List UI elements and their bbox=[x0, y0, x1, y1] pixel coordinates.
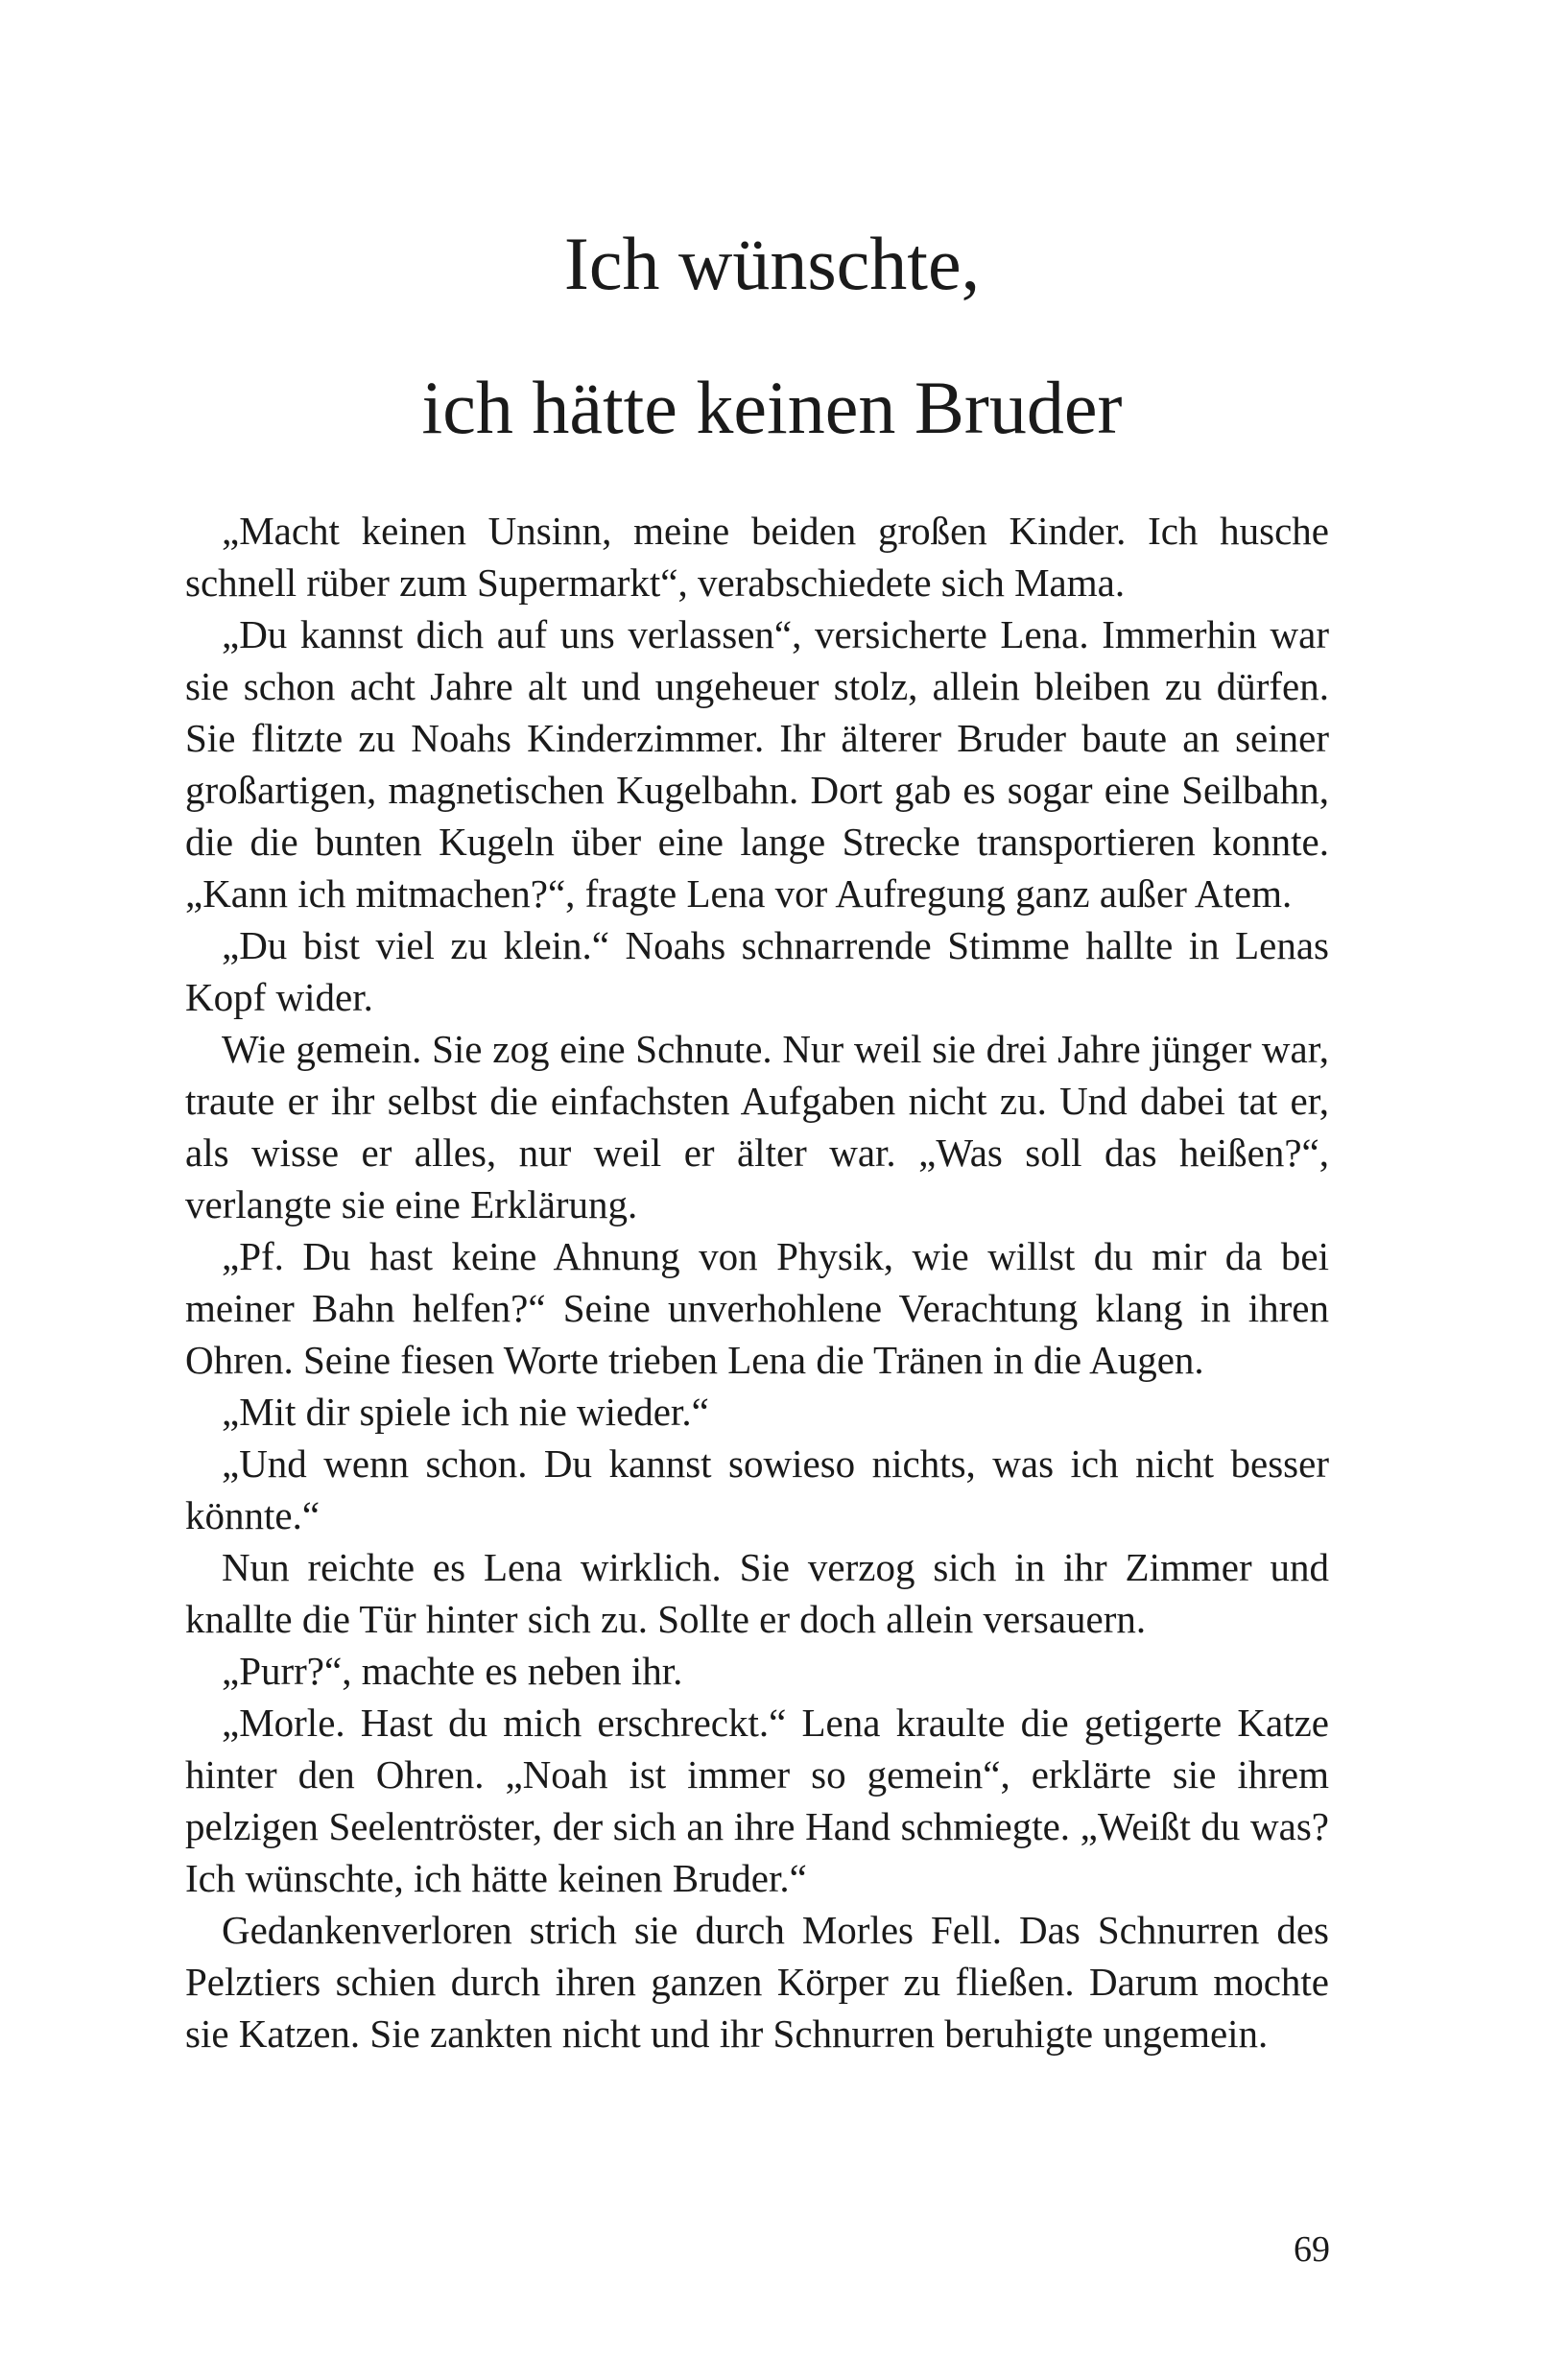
chapter-title-line-1: Ich wünschte, bbox=[563, 222, 981, 305]
paragraph: „Purr?“, machte es neben ihr. bbox=[222, 1649, 683, 1693]
page-number: 69 bbox=[1294, 2229, 1330, 2270]
paragraph: „Mit dir spiele ich nie wieder.“ bbox=[222, 1390, 709, 1434]
chapter-title-line-2: ich hätte keinen Bruder bbox=[421, 366, 1123, 449]
paragraph: Wie gemein. Sie zog eine Schnute. Nur weil sie drei Jahre jünger war, traute er ihr selbst die einfachsten Aufgaben nicht zu. Und dabei tat er, als wisse er alles, nur weil er älter war. „Was soll das heißen?“, verlangte sie eine Erklärung. bbox=[185, 1027, 1329, 1226]
paragraph: „Du kannst dich auf uns verlassen“, versicherte Lena. Immerhin war sie schon acht Jahre alt und ungeheuer stolz, allein bleiben zu dürfen. Sie flitzte zu Noahs Kinderzimmer. Ihr älterer Bruder baute an seiner großartigen, magnetischen Kugelbahn. Dort gab es sogar eine Seilbahn, die die bunten Kugeln über eine lange Strecke transportieren konnte. „Kann ich mitmachen?“, fragte Lena vor Aufregung ganz außer Atem. bbox=[185, 612, 1329, 916]
paragraph: „Morle. Hast du mich erschreckt.“ Lena kraulte die getigerte Katze hinter den Ohren. „Noah ist immer so gemein“, erklärte sie ihrem pelzigen Seelentröster, der sich an ihre Hand schmiegte. „Weißt du was? Ich wünschte, ich hätte keinen Bruder.“ bbox=[185, 1701, 1329, 1900]
body-text bbox=[185, 505, 1329, 2059]
paragraph: „Pf. Du hast keine Ahnung von Physik, wie willst du mir da bei meiner Bahn helfen?“ Seine unverhohlene Verachtung klang in ihren Ohren. Seine fiesen Worte trieben Lena die Tränen in die Augen. bbox=[185, 1234, 1329, 1382]
paragraph: „Macht keinen Unsinn, meine beiden großen Kinder. Ich husche schnell rüber zum Supermarkt“, verabschiedete sich Mama. bbox=[185, 509, 1329, 605]
paragraph: Gedankenverloren strich sie durch Morles Fell. Das Schnurren des Pelztiers schien durch ihren ganzen Körper zu fließen. Darum mochte sie Katzen. Sie zankten nicht und ihr Schnurren beruhigte ungemein. bbox=[185, 1908, 1329, 2056]
paragraph: „Und wenn schon. Du kannst sowieso nichts, was ich nicht besser könnte.“ bbox=[185, 1441, 1329, 1537]
paragraph: „Du bist viel zu klein.“ Noahs schnarrende Stimme hallte in Lenas Kopf wider. bbox=[185, 923, 1329, 1019]
chapter-title bbox=[0, 192, 1544, 480]
paragraph: Nun reichte es Lena wirklich. Sie verzog sich in ihr Zimmer und knallte die Tür hinter sich zu. Sollte er doch allein versauern. bbox=[185, 1545, 1329, 1641]
